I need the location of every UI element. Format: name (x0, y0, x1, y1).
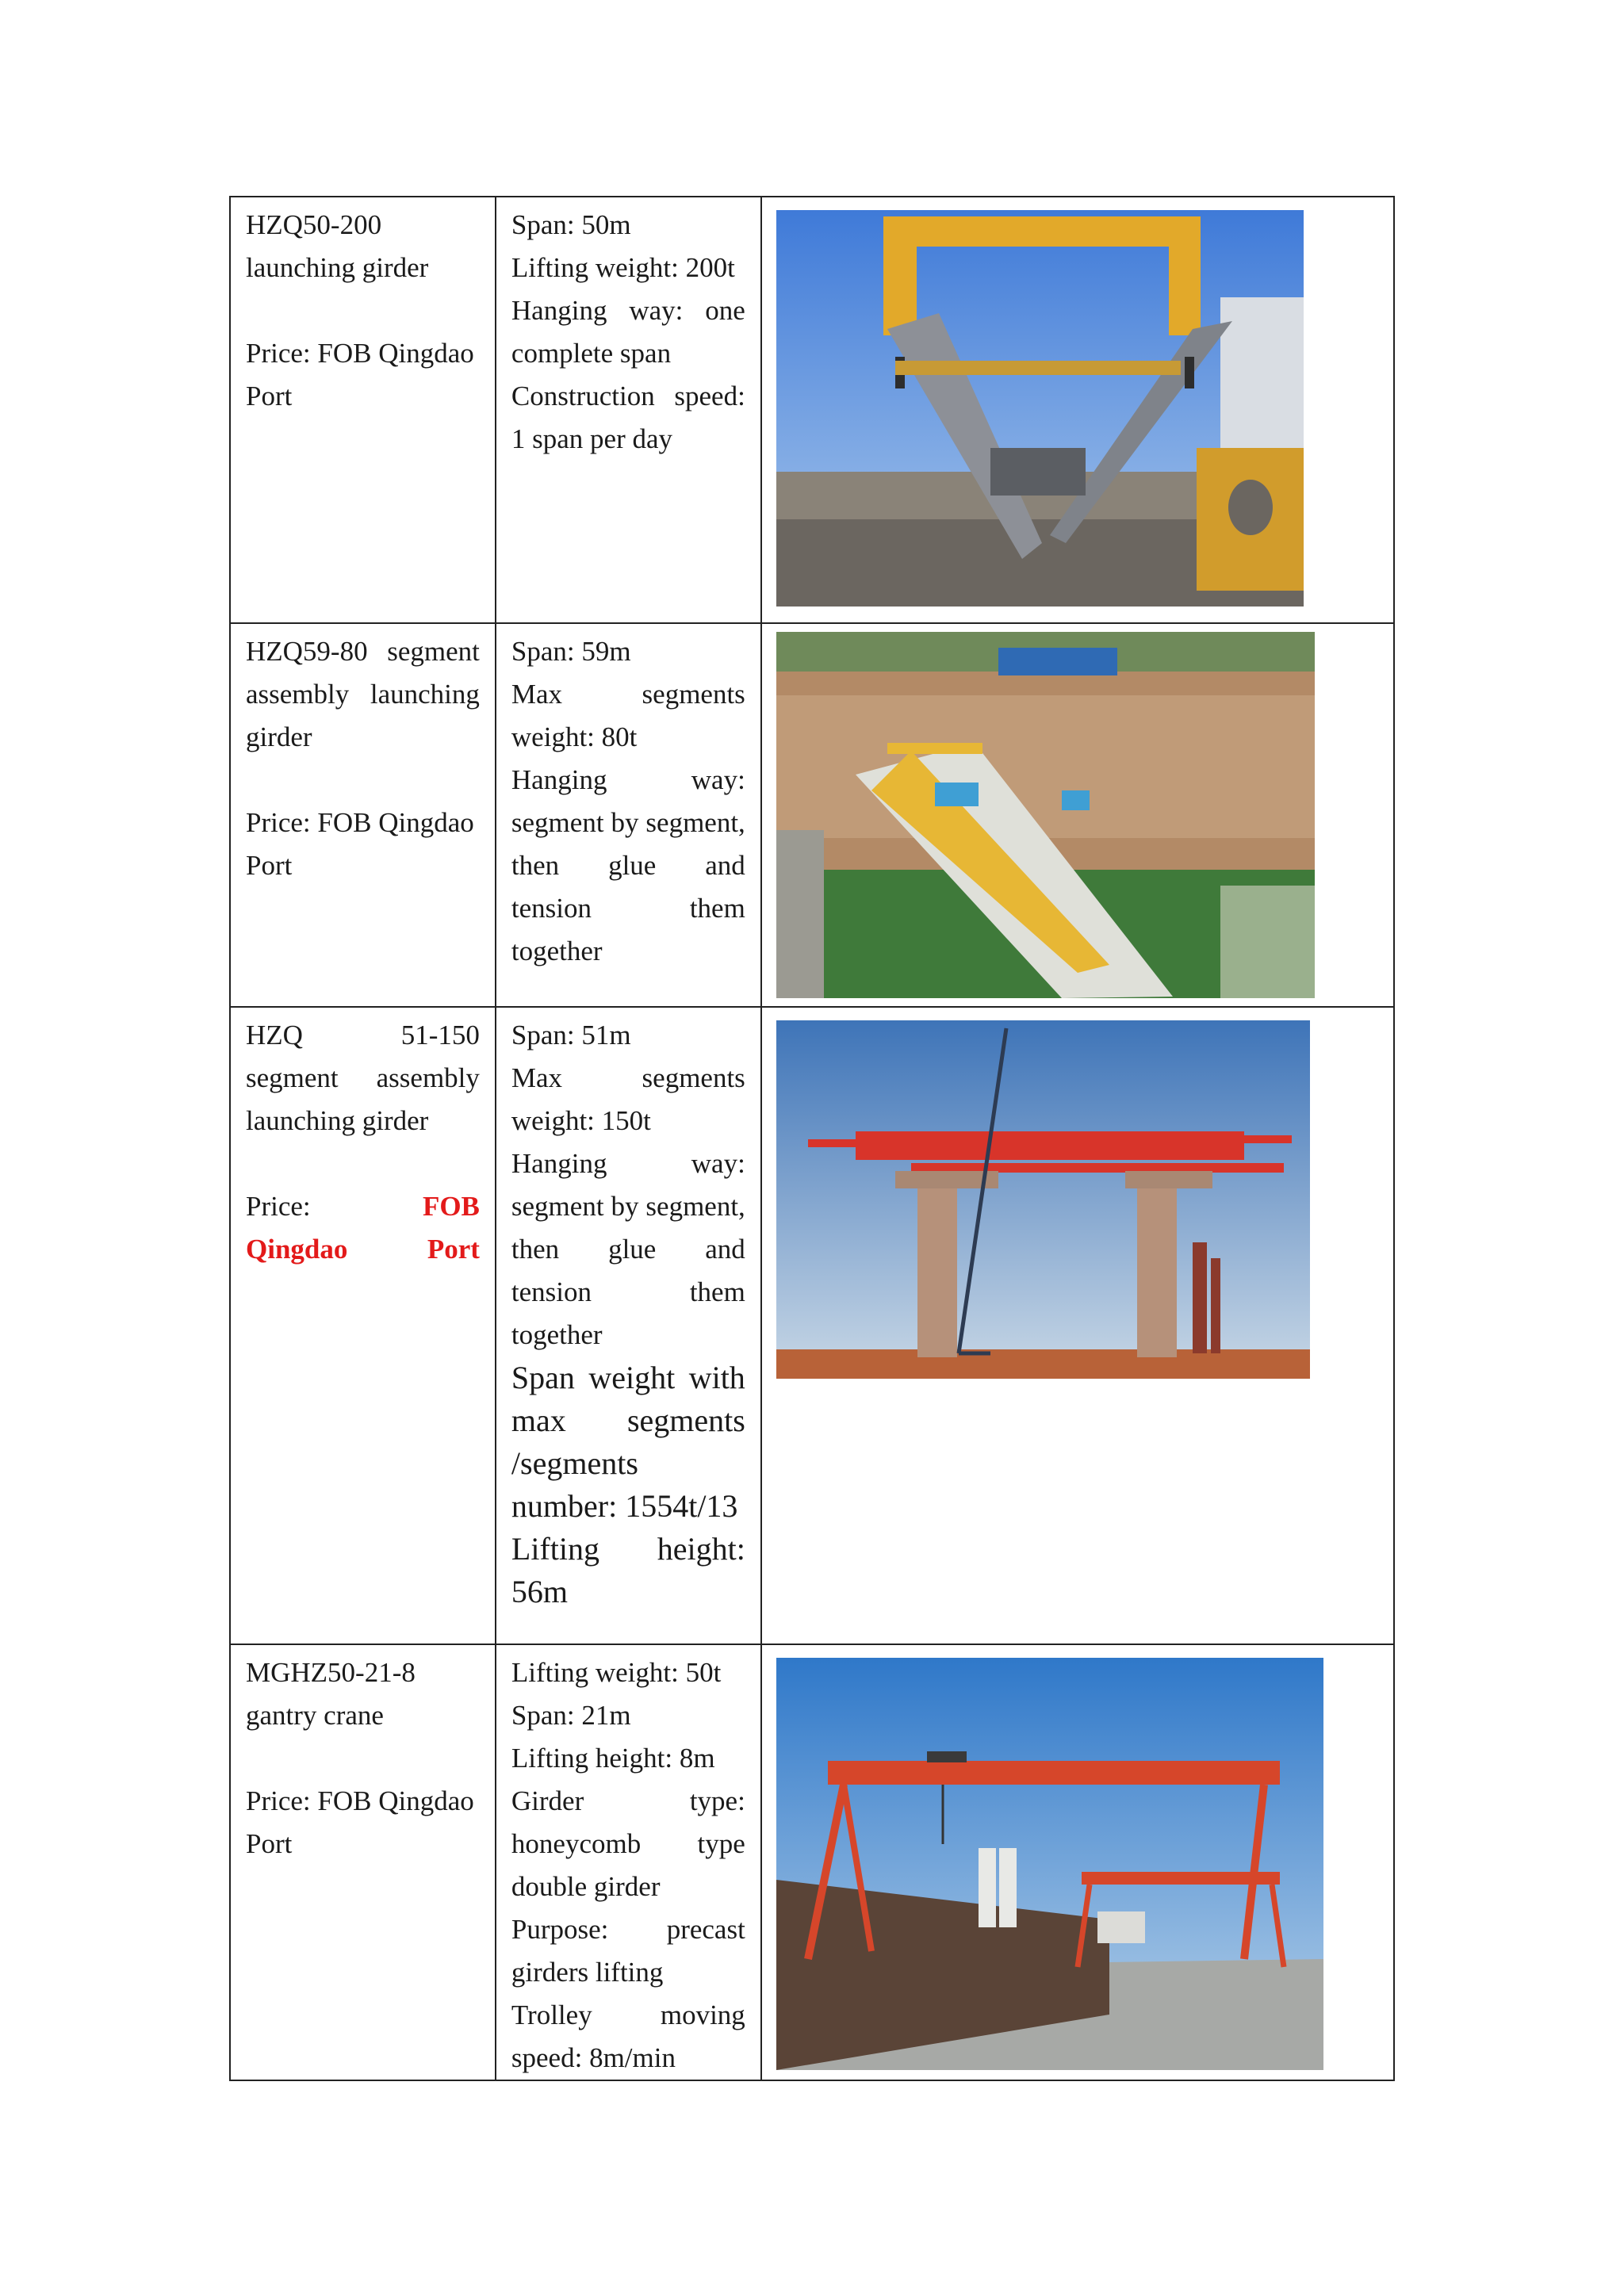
model-cell (230, 1007, 496, 1644)
table-row (230, 197, 1394, 623)
spec-cell (496, 1007, 761, 1644)
spec-line: Construction speed: 1 span per day (511, 381, 745, 454)
model-cell (230, 1644, 496, 2080)
photo-cell (761, 623, 1394, 1007)
spec-cell (496, 1644, 761, 2080)
spec-line: Lifting weight: 200t (511, 252, 735, 283)
spec-line: Hanging way: segment by segment, then glue and tension them together (511, 764, 745, 966)
price-value: FOB Qingdao Port (246, 1191, 480, 1265)
spec-line: Hanging way: segment by segment, then glue and tension them together (511, 1148, 745, 1350)
price-text (246, 332, 480, 418)
model-type: launching girder (246, 252, 429, 283)
launching-girder-photo (776, 210, 1304, 607)
spec-line: Lifting weight: 50t (511, 1657, 722, 1688)
product-spec-table (229, 196, 1395, 2081)
model-type: gantry crane (246, 1700, 384, 1731)
red-launching-girder-photo (776, 1020, 1310, 1379)
segment-launching-girder-photo (776, 632, 1315, 998)
price-text (246, 1780, 480, 1866)
spec-line-large: Lifting height: 56m (511, 1531, 745, 1609)
spec-line: Span: 21m (511, 1700, 631, 1731)
photo-cell (761, 1644, 1394, 2080)
price-text (246, 1185, 480, 1271)
spec-line: Lifting height: 8m (511, 1743, 715, 1774)
model-name: HZQ59-80 segment (246, 636, 480, 667)
photo-cell (761, 1007, 1394, 1644)
spec-line: Hanging way: one complete span (511, 295, 745, 369)
price-label: Price: (246, 1785, 311, 1816)
model-cell (230, 197, 496, 623)
price-value: FOB Qingdao Port (246, 338, 474, 411)
table-row (230, 623, 1394, 1007)
spec-line: Span: 51m (511, 1020, 631, 1050)
spec-line: Purpose: precast girders lifting (511, 1914, 745, 1988)
spec-cell (496, 197, 761, 623)
price-value: FOB Qingdao Port (246, 1785, 474, 1859)
price-label: Price: (246, 1191, 311, 1222)
photo-cell (761, 197, 1394, 623)
spec-line: Span: 59m (511, 636, 631, 667)
spec-line-large: Span weight with max segments /segments number: 1554t/13 (511, 1360, 745, 1524)
model-type: segment assembly launching girder (246, 1062, 480, 1136)
model-cell (230, 623, 496, 1007)
model-type: assembly launching girder (246, 679, 480, 752)
model-name: HZQ 51-150 (246, 1020, 480, 1050)
spec-line: Max segments weight: 150t (511, 1062, 745, 1136)
gantry-crane-photo (776, 1658, 1323, 2070)
price-value: FOB Qingdao Port (246, 807, 474, 881)
spec-cell (496, 623, 761, 1007)
model-name: MGHZ50-21-8 (246, 1657, 416, 1688)
price-text (246, 802, 480, 887)
spec-line: Trolley moving speed: 8m/min (511, 1999, 745, 2073)
model-name: HZQ50-200 (246, 209, 382, 240)
table-row (230, 1644, 1394, 2080)
price-label: Price: (246, 807, 311, 838)
price-label: Price: (246, 338, 311, 369)
spec-line: Girder type: honeycomb type double girder (511, 1785, 745, 1902)
table-row (230, 1007, 1394, 1644)
spec-line: Max segments weight: 80t (511, 679, 745, 752)
spec-line: Span: 50m (511, 209, 631, 240)
